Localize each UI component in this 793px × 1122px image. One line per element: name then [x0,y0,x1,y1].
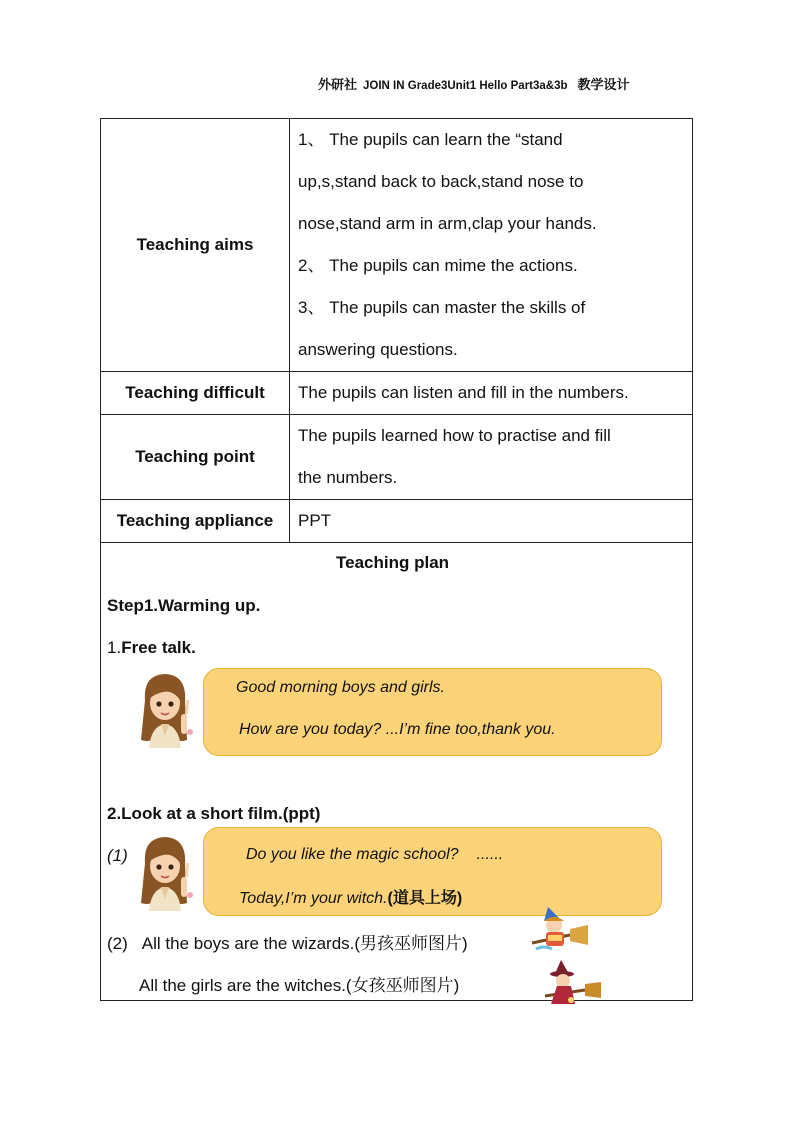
header-course: JOIN IN Grade3Unit1 Hello Part3a&3b [363,80,568,92]
item2-text: All the boys are the wizards.(男孩巫师图片) [141,934,468,953]
bubble2-line1 [246,846,503,864]
page-header [318,74,630,93]
girl-avatar-icon [135,670,193,748]
row-teaching-plan [101,543,693,1001]
bubble2-line2 [239,885,462,908]
row-teaching-difficult [101,372,693,415]
value-teaching-difficult: The pupils can listen and fill in the numbers. [290,372,693,415]
label-teaching-point: Teaching point [101,415,290,500]
aims-line: up,s,stand back to back,stand nose to [298,172,584,191]
bubble2-ellipsis: ...... [476,846,504,863]
item2-marker: (2) [107,934,128,953]
aims-line: answering questions. [298,340,458,359]
free-talk-number: 1. [107,638,122,657]
free-talk-heading [107,638,196,658]
short-film-heading: 2.Look at a short film.(ppt) [107,804,321,823]
item1-marker: (1) [107,846,128,865]
free-talk-label: Free talk. [121,638,196,657]
witch-girl-icon [541,960,603,1008]
item3-text: All the girls are the witches.(女孩巫师图片) [139,976,460,995]
aims-line: 3、 The pupils can master the skills of [298,298,586,317]
value-teaching-aims [290,119,693,372]
bubble2-question: Do you like the magic school? [246,846,459,863]
wizard-boy-icon [530,905,590,953]
teaching-plan-cell [101,543,693,1001]
aims-line: nose,stand arm in arm,clap your hands. [298,214,597,233]
aims-line: 2、 The pupils can mime the actions. [298,256,578,275]
header-publisher: 外研社 [318,77,358,92]
bubble2-witch-text: Today,I’m your witch. [239,890,388,907]
bubble1-line2: How are you today? ...I’m fine too,thank you. [239,721,556,738]
label-teaching-aims: Teaching aims [101,119,290,372]
row-teaching-appliance [101,500,693,543]
header-doc-type: 教学设计 [577,77,630,92]
label-teaching-appliance: Teaching appliance [101,500,290,543]
item2-line [107,929,468,954]
aims-line: 1、 The pupils can learn the “stand [298,130,563,149]
point-line: The pupils learned how to practise and fill [298,426,611,445]
lesson-table [100,118,693,1001]
speech-bubble-greeting [203,668,662,756]
girl-avatar-icon [135,833,193,911]
row-teaching-aims [101,119,693,372]
point-line: the numbers. [298,468,398,487]
label-teaching-difficult: Teaching difficult [101,372,290,415]
value-teaching-appliance: PPT [290,500,693,543]
row-teaching-point [101,415,693,500]
bubble2-prop-note: (道具上场) [387,890,463,907]
plan-title: Teaching plan [336,553,450,572]
bubble1-line1: Good morning boys and girls. [236,679,445,696]
value-teaching-point [290,415,693,500]
speech-bubble-witch [203,827,662,916]
step1-heading: Step1.Warming up. [107,596,261,615]
